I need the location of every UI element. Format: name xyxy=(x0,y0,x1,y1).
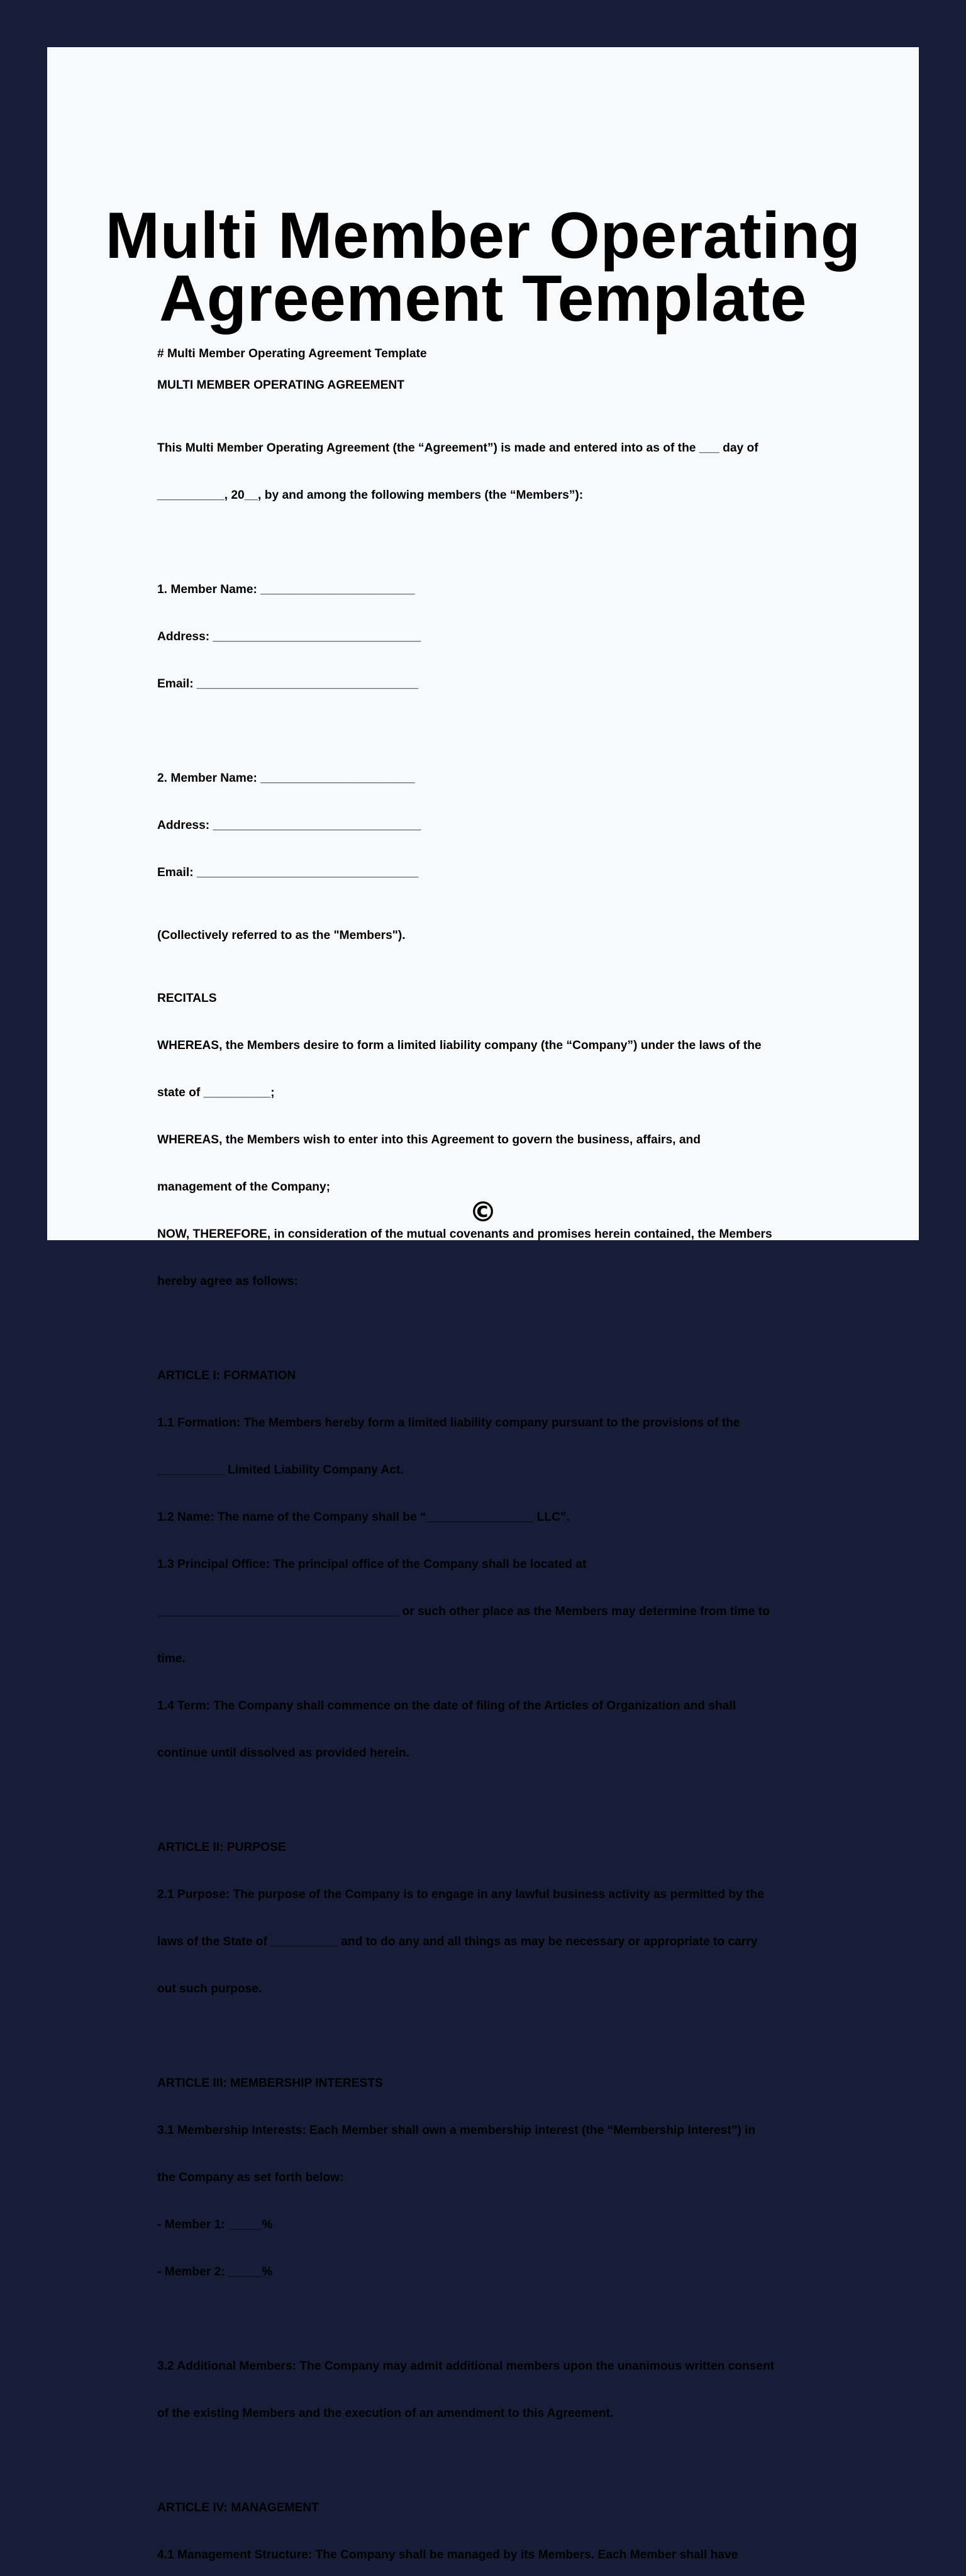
text-line: __________, 20__, by and among the following members (the “Members”): xyxy=(157,489,584,502)
text-line: WHEREAS, the Members wish to enter into this Agreement to govern the business, affairs, and xyxy=(157,1133,701,1146)
heading-hash: # Multi Member Operating Agreement Template xyxy=(157,347,427,360)
heading-main: MULTI MEMBER OPERATING AGREEMENT xyxy=(157,379,404,392)
document-body xyxy=(157,346,862,2576)
text-line: - Member 2: _____% xyxy=(157,2265,273,2279)
text-line: WHEREAS, the Members desire to form a limited liability company (the “Company”) under the laws of the xyxy=(157,1039,762,1052)
recitals-heading: RECITALS xyxy=(157,992,217,1005)
text-line: 4.1 Management Structure: The Company shall be managed by its Members. Each Member shall have xyxy=(157,2548,738,2562)
intro-paragraph xyxy=(157,409,862,535)
article-heading: ARTICLE IV: MANAGEMENT xyxy=(157,2501,319,2514)
document-page xyxy=(47,47,919,2562)
text-line: This Multi Member Operating Agreement (the “Agreement”) is made and entered into as of the ___ day of xyxy=(157,441,758,455)
member-name-line: 2. Member Name: _______________________ xyxy=(157,772,415,785)
copyright-icon: © xyxy=(469,1196,497,1228)
text-line: management of the Company; xyxy=(157,1180,331,1194)
text-line: 3.2 Additional Members: The Company may admit additional members upon the unanimous written consent xyxy=(157,2360,775,2373)
recitals-section xyxy=(157,959,862,1321)
member-address-line: Address: _______________________________ xyxy=(157,819,421,832)
article-3-section xyxy=(157,2044,862,2311)
article-4-section xyxy=(157,2468,862,2576)
page-title xyxy=(47,199,919,335)
text-line: 1.4 Term: The Company shall commence on the date of filing of the Articles of Organization and shall xyxy=(157,1699,736,1713)
article-3-2-section xyxy=(157,2327,862,2453)
member-email-line: Email: _________________________________ xyxy=(157,677,419,691)
text-line: NOW, THEREFORE, in consideration of the mutual covenants and promises herein contained, the Members xyxy=(157,1228,772,1241)
text-line: 3.1 Membership Interests: Each Member shall own a membership interest (the “Membership Interest”) in xyxy=(157,2124,756,2137)
member-2-block xyxy=(157,739,862,912)
text-line: - Member 1: _____% xyxy=(157,2218,273,2231)
text-line: laws of the State of __________ and to do any and all things as may be necessary or appropriate to carry xyxy=(157,1935,758,1948)
member-1-block xyxy=(157,550,862,723)
article-1-section xyxy=(157,1336,862,1792)
article-heading: ARTICLE III: MEMBERSHIP INTERESTS xyxy=(157,2077,383,2090)
article-heading: ARTICLE II: PURPOSE xyxy=(157,1841,286,1854)
text-line: 2.1 Purpose: The purpose of the Company is to engage in any lawful business activity as permitted by the xyxy=(157,1888,764,1901)
text-line: 1.1 Formation: The Members hereby form a limited liability company pursuant to the provisions of the xyxy=(157,1416,740,1430)
text-line: state of __________; xyxy=(157,1086,275,1099)
text-line: 1.2 Name: The name of the Company shall be “________________ LLC”. xyxy=(157,1511,570,1524)
title-line-1: Multi Member Operating xyxy=(105,199,861,272)
text-line: ____________________________________ or such other place as the Members may determine from time to xyxy=(157,1605,770,1618)
text-line: 1.3 Principal Office: The principal office of the Company shall be located at xyxy=(157,1558,587,1571)
member-email-line: Email: _________________________________ xyxy=(157,866,419,879)
text-line: the Company as set forth below: xyxy=(157,2171,344,2184)
collective-note: (Collectively referred to as the "Members"). xyxy=(157,929,406,942)
text-line: time. xyxy=(157,1652,186,1665)
article-heading: ARTICLE I: FORMATION xyxy=(157,1369,296,1382)
text-line: continue until dissolved as provided herein. xyxy=(157,1746,409,1760)
text-line: of the existing Members and the execution of an amendment to this Agreement. xyxy=(157,2407,614,2420)
text-line: __________ Limited Liability Company Act. xyxy=(157,1463,404,1477)
text-line: out such purpose. xyxy=(157,1982,262,1996)
member-address-line: Address: _______________________________ xyxy=(157,630,421,643)
article-2-section xyxy=(157,1808,862,2028)
text-line: hereby agree as follows: xyxy=(157,1275,298,1288)
member-name-line: 1. Member Name: _______________________ xyxy=(157,583,415,596)
title-line-2: Agreement Template xyxy=(158,262,807,335)
